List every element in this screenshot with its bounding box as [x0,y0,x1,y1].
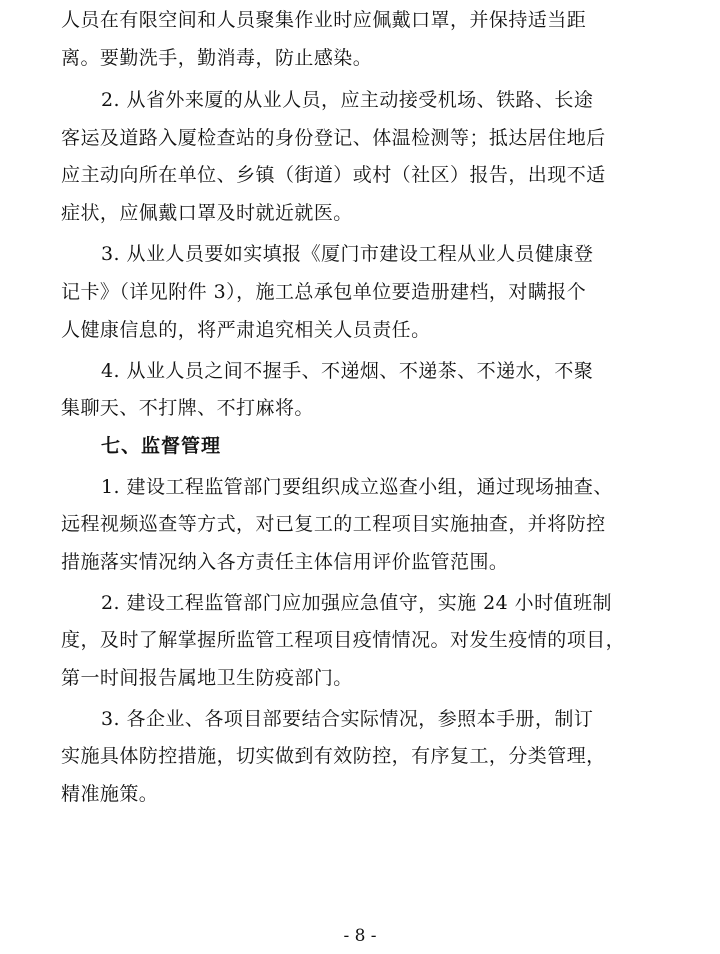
paragraph-line: 精准施策。 [61,783,159,805]
paragraph-line: 3. 各企业、各项目部要结合实际情况，参照本手册，制订 [101,708,594,730]
paragraph-line: 1. 建设工程监管部门要组织成立巡查小组，通过现场抽查、 [101,476,613,498]
paragraph-line: 记卡》（详见附件 3），施工总承包单位要造册建档，对瞒报个 [61,281,587,303]
paragraph-line: 实施具体防控措施，切实做到有效防控，有序复工，分类管理， [61,745,606,767]
section-heading: 七、监督管理 [101,435,222,457]
paragraph-line: 集聊天、不打牌、不打麻将。 [61,397,314,419]
paragraph-line: 2. 从省外来厦的从业人员，应主动接受机场、铁路、长途 [101,89,594,111]
paragraph-line: 应主动向所在单位、乡镇（街道）或村（社区）报告，出现不适 [61,164,606,186]
paragraph-line: 4. 从业人员之间不握手、不递烟、不递茶、不递水，不聚 [101,360,594,382]
paragraph-line: 第一时间报告属地卫生防疫部门。 [61,667,353,689]
paragraph-line: 措施落实情况纳入各方责任主体信用评价监管范围。 [61,551,509,573]
paragraph-line: 人健康信息的，将严肃追究相关人员责任。 [61,319,431,341]
paragraph-line: 人员在有限空间和人员聚集作业时应佩戴口罩，并保持适当距 [61,9,587,31]
paragraph-line: 3. 从业人员要如实填报《厦门市建设工程从业人员健康登 [101,243,594,265]
paragraph-line: 远程视频巡查等方式，对已复工的工程项目实施抽查，并将防控 [61,513,606,535]
page-number: - 8 - [343,926,377,946]
paragraph-line: 度，及时了解掌握所监管工程项目疫情情况。对发生疫情的项目， [61,629,626,651]
paragraph-line: 离。要勤洗手，勤消毒，防止感染。 [61,47,373,69]
paragraph-line: 客运及道路入厦检查站的身份登记、体温检测等；抵达居住地后 [61,127,606,149]
paragraph-line: 2. 建设工程监管部门应加强应急值守，实施 24 小时值班制 [101,592,612,614]
paragraph-line: 症状，应佩戴口罩及时就近就医。 [61,202,353,224]
